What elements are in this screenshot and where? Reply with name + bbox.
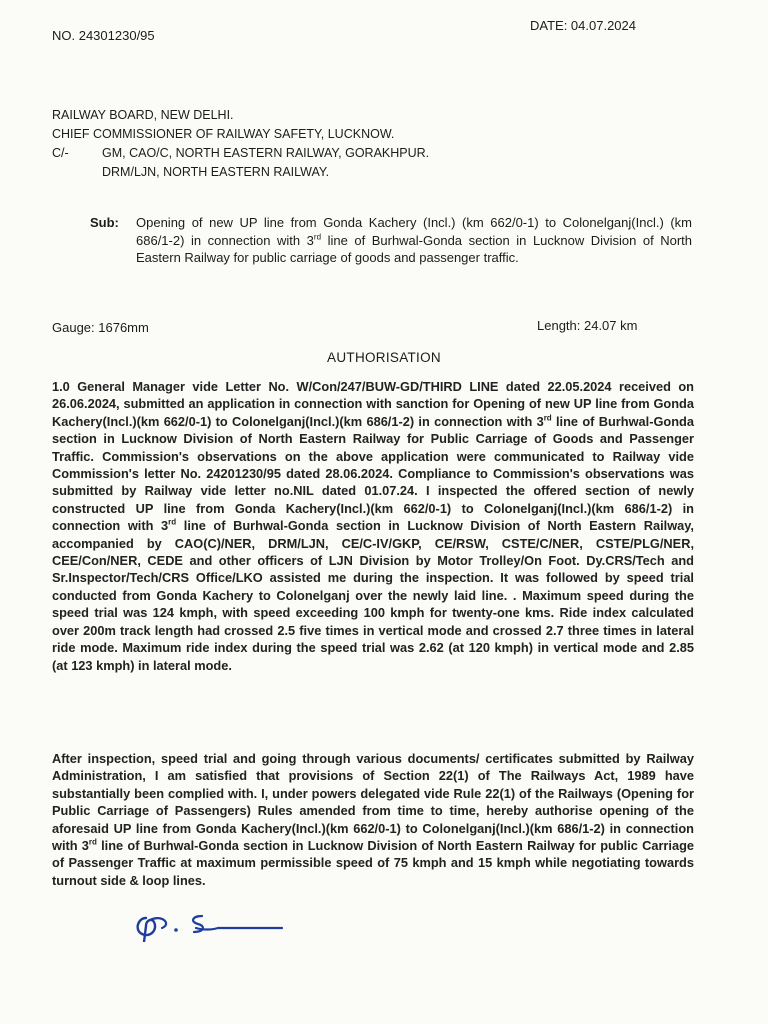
cc-label: C/- [52, 146, 69, 160]
cc-line: DRM/LJN, NORTH EASTERN RAILWAY. [102, 165, 330, 179]
cc-line: GM, CAO/C, NORTH EASTERN RAILWAY, GORAKHPUR. [102, 146, 430, 160]
addressee-line: CHIEF COMMISSIONER OF RAILWAY SAFETY, LUCKNOW. [52, 127, 395, 141]
length-info: Length: 24.07 km [537, 318, 638, 333]
gauge-info: Gauge: 1676mm [52, 320, 149, 335]
reference-number: NO. 24301230/95 [52, 28, 155, 43]
subject-text: Opening of new UP line from Gonda Kachery (Incl.) (km 662/0-1) to Colonelganj(Incl.) (km 686/1-2) in connection with 3rd line of Burhwal-Gonda section in Lucknow Division of North Eastern Railway for public carriage of goods and passenger traffic. [136, 215, 692, 265]
document-title: AUTHORISATION [327, 350, 441, 365]
subject-label: Sub: [90, 215, 119, 230]
cc-row [52, 144, 429, 163]
addressee-line: RAILWAY BOARD, NEW DELHI. [52, 108, 234, 122]
paragraph-authorisation: After inspection, speed trial and going through various documents/ certificates submitted by Railway Administration, I am satisfied that provisions of Section 22(1) of The Railways Act, 1989 have substantially been complied with. I, under powers delegated vide Rule 22(1) of the Railways (Opening for Public Carriage of Passengers) Rules amended from time to time, hereby authorise opening of the aforesaid UP line from Gonda Kachery(Incl.)(km 662/0-1) to Colonelganj(Incl.)(km 686/1-2) in connection with 3rd line of Burhwal-Gonda section in Lucknow Division of North Eastern Railway for public Carriage of Passenger Traffic at maximum permissible speed of 75 kmph and 15 kmph while negotiating towards turnout side & loop lines. [52, 751, 695, 888]
document-date: DATE: 04.07.2024 [530, 18, 636, 33]
addressee-block [52, 106, 429, 182]
subject-block [90, 214, 692, 267]
paragraph-inspection: 1.0 General Manager vide Letter No. W/Con/247/BUW-GD/THIRD LINE dated 22.05.2024 received on 26.06.2024, submitted an application in connection with sanction for Opening of new UP line from Gonda Kachery(Incl.)(km 662/0-1) to Colonelganj(Incl.)(km 686/1-2) in connection with 3rd line of Burhwal-Gonda section in Lucknow Division of North Eastern Railway for Public Carriage of Goods and Passenger Traffic. Commission's observations on the above application were communicated to Railway vide Commission's letter No. 24201230/95 dated 28.06.2024. Compliance to Commission's observations was submitted by Railway vide letter no.NIL dated 01.07.24. I inspected the offered section of newly constructed UP line from Gonda Kachery(Incl.)(km 662/0-1) to Colonelganj(Incl.)(km 686/1-2) in connection with 3rd line of Burhwal-Gonda section in Lucknow Division of North Eastern Railway, accompanied by CAO(C)/NER, DRM/LJN, CE/C-IV/GKP, CE/RSW, CSTE/C/NER, CSTE/PLG/NER, CEE/Con/NER, CEDE and other officers of LJN Division by Motor Trolley/On Foot. Dy.CRS/Tech and Sr.Inspector/Tech/CRS Office/LKO assisted me during the inspection. It was followed by speed trial conducted from Gonda Kachery to Colonelganj over the newly laid line. . Maximum speed during the speed trial was 124 kmph, with speed exceeding 100 kmph for twenty-one kms. Ride index calculated over 200m track length had crossed 2.5 five times in vertical mode and crossed 2.7 three times in lateral ride mode. Maximum ride index during the speed trial was 2.62 (at 120 kmph) in vertical mode and 2.85 (at 123 kmph) in lateral mode. [52, 379, 694, 673]
signature [132, 908, 292, 942]
